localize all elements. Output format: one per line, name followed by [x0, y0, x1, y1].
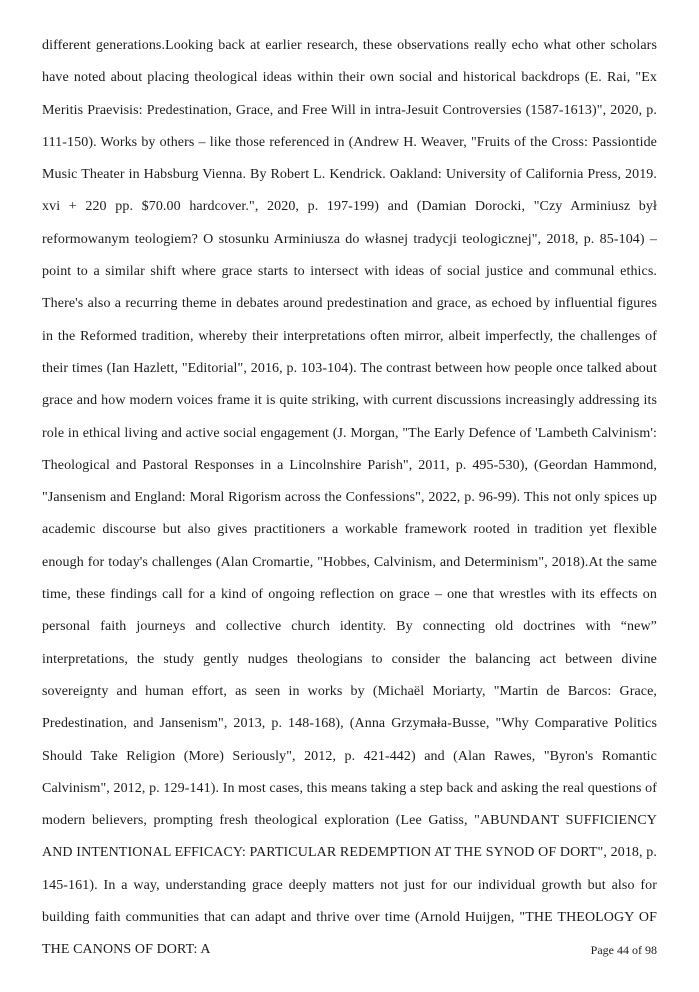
body-paragraph: different generations.Looking back at earlier research, these observations really echo what other scholars have noted about placing theological ideas within their own social and historical backdrops (E. Rai, "Ex Meritis Praevisis: Predestination, Grace, and Free Will in intra-Jesuit Controversies (1587-1613)", 2020, p. 111-150). Works by others – like those referenced in (Andrew H. Weaver, "Fruits of the Cross: Passiontide Music Theater in Habsburg Vienna. By Robert L. Kendrick. Oakland: University of California Press, 2019. xvi + 220 pp. $70.00 hardcover.", 2020, p. 197-199) and (Damian Dorocki, "Czy Arminiusz był reformowanym teologiem? O stosunku Arminiusza do własnej tradycji teologicznej", 2018, p. 85-104) – point to a similar shift where grace starts to intersect with ideas of social justice and communal ethics. There's also a recurring theme in debates around predestination and grace, as echoed by influential figures in the Reformed tradition, whereby their interpretations often mirror, albeit imperfectly, the challenges of their times (Ian Hazlett, "Editorial", 2016, p. 103-104). The contrast between how people once talked about grace and how modern voices frame it is quite striking, with current discussions increasingly addressing its role in ethical living and active social engagement (J. Morgan, "The Early Defence of 'Lambeth Calvinism': Theological and Pastoral Responses in a Lincolnshire Parish", 2011, p. 495-530), (Geordan Hammond, "Jansenism and England: Moral Rigorism across the Confessions", 2022, p. 96-99). This not only spices up academic discourse but also gives practitioners a workable framework rooted in tradition yet flexible enough for today's challenges (Alan Cromartie, "Hobbes, Calvinism, and Determinism", 2018).At the same time, these findings call for a kind of ongoing reflection on grace – one that wrestles with its effects on personal faith journeys and collective church identity. By connecting old doctrines with “new” interpretations, the study gently nudges theologians to consider the balancing act between divine sovereignty and human effort, as seen in works by (Michaël Moriarty, "Martin de Barcos: Grace, Predestination, and Jansenism", 2013, p. 148-168), (Anna Grzymała-Busse, "Why Comparative Politics Should Take Religion (More) Seriously", 2012, p. 421-442) and (Alan Rawes, "Byron's Romantic Calvinism", 2012, p. 129-141). In most cases, this means taking a step back and asking the real questions of modern believers, prompting fresh theological exploration (Lee Gatiss, "ABUNDANT SUFFICIENCY AND INTENTIONAL EFFICACY: PARTICULAR REDEMPTION AT THE SYNOD OF DORT", 2018, p. 145-161). In a way, understanding grace deeply matters not just for our individual growth but also for building faith communities that can adapt and thrive over time (Arnold Huijgen, "THE THEOLOGY OF THE CANONS OF DORT: A [42, 38, 657, 958]
page-number: Page 44 of 98 [590, 943, 657, 957]
